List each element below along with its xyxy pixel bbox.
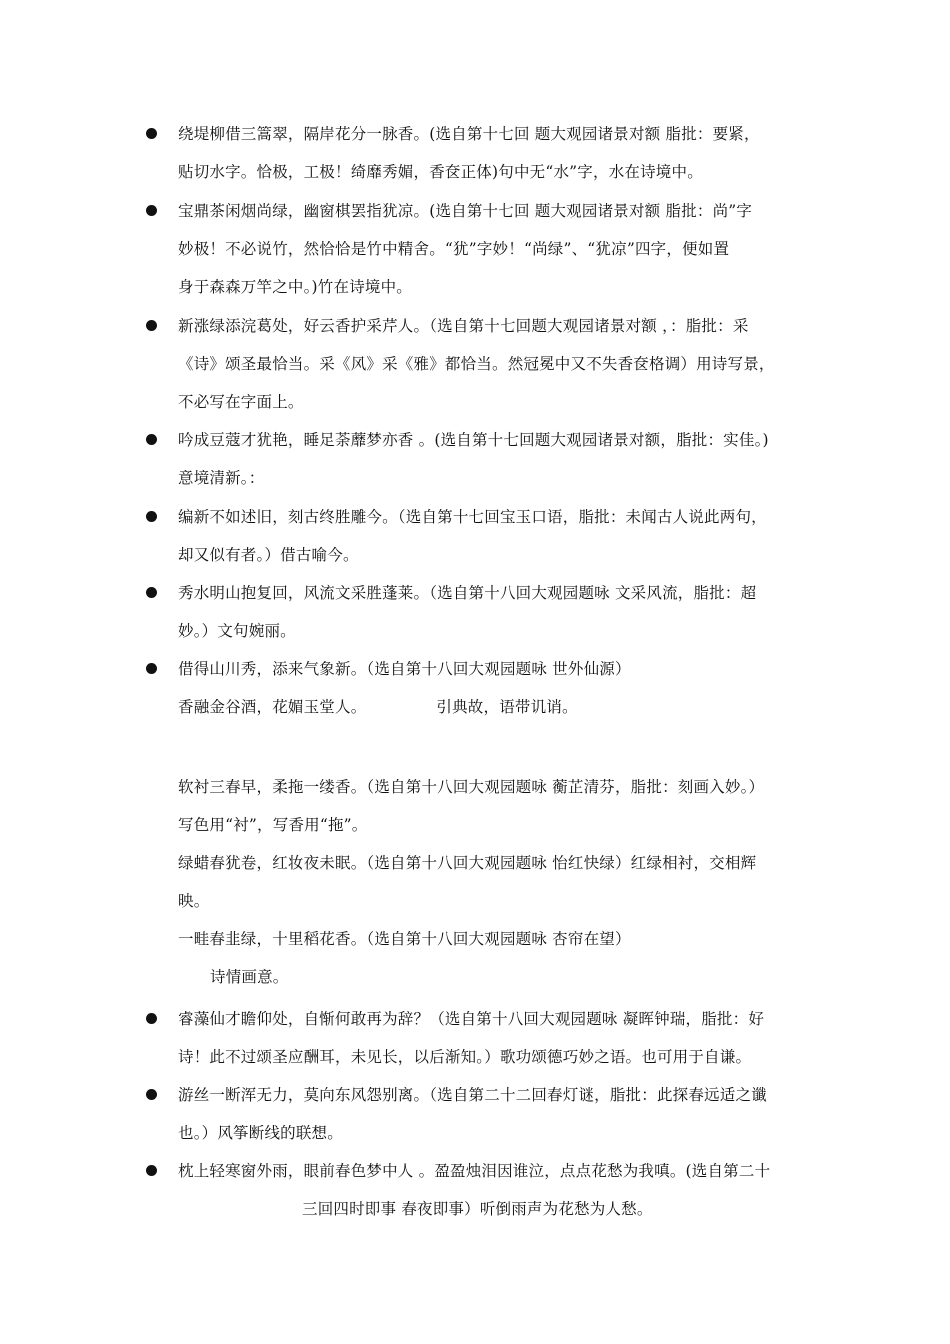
entry-5-line-2: 却又似有者。）借古喻今。 [178, 546, 359, 564]
extra-line-1-verse: 香融金谷酒，花媚玉堂人。 [178, 698, 367, 716]
entry-8-line-2: 诗！此不过颂圣应酬耳，未见长，以后渐知。）歌功颂德巧妙之语。也可用于自谦。 [178, 1048, 752, 1066]
bullet-icon [146, 1013, 157, 1024]
extra-para-1-line-1: 软衬三春早，柔拖一缕香。（选自第十八回大观园题咏 蘅芷清芬，脂批：刻画入妙。） [178, 778, 765, 796]
entry-6-line-1: 秀水明山抱复回，风流文采胜蓬莱。（选自第十八回大观园题咏 文采风流，脂批：超 [178, 584, 757, 602]
entry-9-line-2: 也。）风筝断线的联想。 [178, 1124, 343, 1142]
extra-para-1-line-2: 写色用“衬”，写香用“拖”。 [178, 816, 368, 834]
bullet-icon [146, 587, 157, 598]
extra-line-1-comment: 引典故，语带讥诮。 [436, 698, 578, 716]
entry-4-line-1: 吟成豆蔻才犹艳，睡足荼蘼梦亦香 。(选自第十七回题大观园诸景对额，脂批：实佳。) [178, 431, 769, 449]
entry-7-line-1: 借得山川秀，添来气象新。（选自第十八回大观园题咏 世外仙源） [178, 660, 631, 678]
entry-2-line-1: 宝鼎茶闲烟尚绿，幽窗棋罢指犹凉。(选自第十七回 题大观园诸景对额 脂批：尚”字 [178, 202, 753, 220]
entry-2-line-3: 身于森森万竿之中。)竹在诗境中。 [178, 278, 412, 296]
entry-3-line-3: 不必写在字面上。 [178, 393, 304, 411]
entry-4-line-2: 意境清新。： [178, 469, 265, 487]
entry-1-line-2: 贴切水字。恰极，工极！绮靡秀媚，香奁正体)句中无“水”字，水在诗境中。 [178, 163, 703, 181]
entry-8-line-1: 睿藻仙才瞻仰处，自惭何敢再为辞？（选自第十八回大观园题咏 凝晖钟瑞，脂批：好 [178, 1010, 765, 1028]
bullet-icon [146, 128, 157, 139]
entry-6-line-2: 妙。）文句婉丽。 [178, 622, 296, 640]
bullet-icon [146, 205, 157, 216]
extra-para-2-line-2: 映。 [178, 892, 210, 910]
bullet-icon [146, 1089, 157, 1100]
extra-para-3-line-2: 诗情画意。 [210, 968, 289, 986]
bullet-icon [146, 511, 157, 522]
entry-5-line-1: 编新不如述旧，刻古终胜雕今。（选自第十七回宝玉口语，脂批：未闻古人说此两句， [178, 508, 767, 526]
entry-3-line-1: 新涨绿添浣葛处，好云香护采芹人。（选自第十七回题大观园诸景对额 ，：脂批：采 [178, 317, 749, 335]
extra-line-1 [178, 697, 578, 717]
entry-3-line-2: 《诗》颂圣最恰当。采《风》采《雅》都恰当。然冠冕中又不失香奁格调）用诗写景， [178, 355, 775, 373]
extra-para-3-line-1: 一畦春韭绿，十里稻花香。（选自第十八回大观园题咏 杏帘在望） [178, 930, 631, 948]
bullet-icon [146, 663, 157, 674]
extra-para-2-line-1: 绿蜡春犹卷，红妆夜未眠。（选自第十八回大观园题咏 怡红快绿）红绿相衬，交相辉 [178, 854, 757, 872]
entry-10-line-2: 三回四时即事 春夜即事）听倒雨声为花愁为人愁。 [302, 1200, 653, 1218]
bullet-icon [146, 434, 157, 445]
bullet-icon [146, 320, 157, 331]
entry-10-line-1: 枕上轻寒窗外雨，眼前春色梦中人 。盈盈烛泪因谁泣，点点花愁为我嗔。(选自第二十 [178, 1162, 771, 1180]
entry-1-line-1: 绕堤柳借三篙翠，隔岸花分一脉香。(选自第十七回 题大观园诸景对额 脂批：要紧， [178, 125, 760, 143]
entry-2-line-2: 妙极！不必说竹，然恰恰是竹中精舍。“犹”字妙！“尚绿”、“犹凉”四字，便如置 [178, 240, 730, 258]
bullet-icon [146, 1165, 157, 1176]
entry-9-line-1: 游丝一断浑无力，莫向东风怨别离。（选自第二十二回春灯谜，脂批：此探春远适之谶 [178, 1086, 767, 1104]
